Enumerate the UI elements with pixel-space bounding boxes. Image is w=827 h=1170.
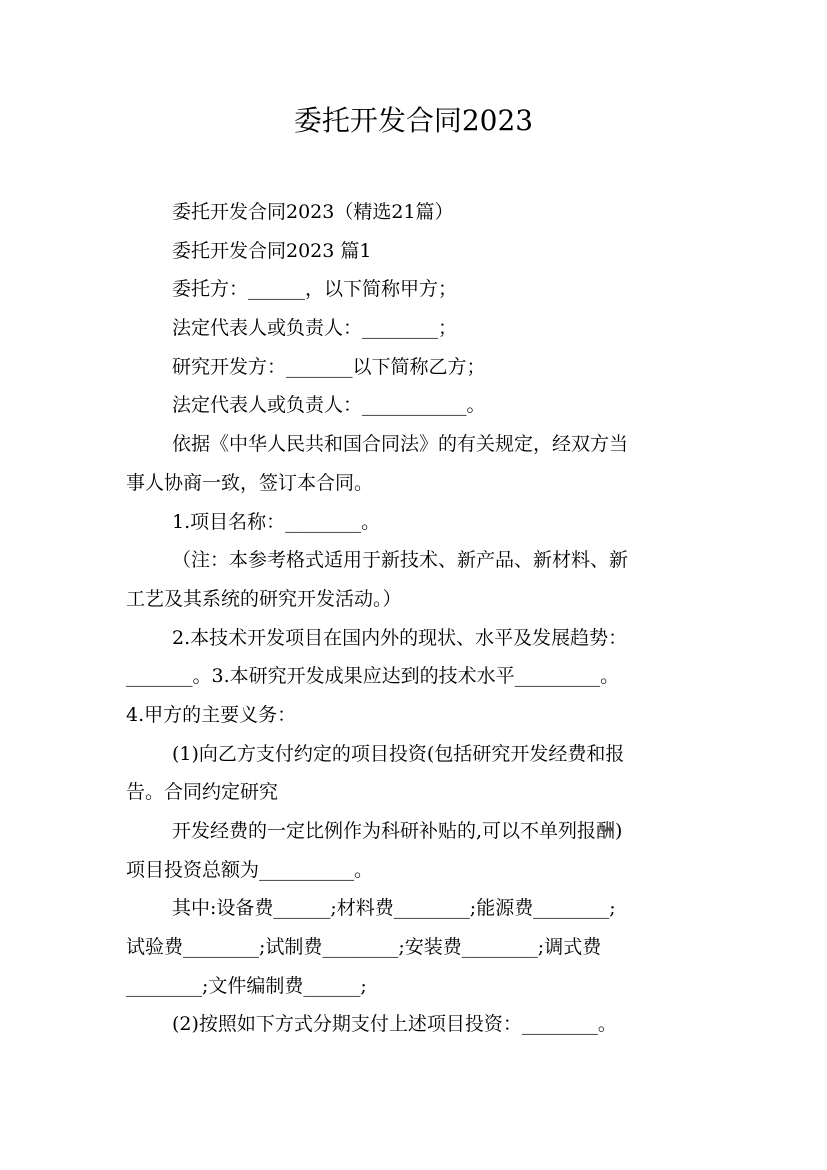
document-line: （注：本参考格式适用于新技术、新产品、新材料、新: [172, 549, 629, 572]
document-line: 2.本技术开发项目在国内外的现状、水平及发展趋势：: [172, 626, 628, 649]
document-line: 法定代表人或负责人：________；: [172, 317, 458, 340]
document-line: 项目投资总额为__________。: [126, 858, 374, 881]
document-line: 其中:设备费______;材料费________;能源费________;: [172, 897, 616, 920]
document-line: 试验费________;试制费________;安装费________;调式费: [126, 936, 602, 959]
document-line: 依据《中华人民共和国合同法》的有关规定，经双方当: [172, 433, 629, 456]
document-line: 研究开发方：_______以下简称乙方；: [172, 355, 486, 378]
document-line: ________;文件编制费______;: [126, 974, 367, 997]
document-body: [126, 193, 704, 1044]
document-line: (1)向乙方支付约定的项目投资(包括研究开发经费和报: [172, 742, 625, 765]
document-line: 1.项目名称：________。: [172, 510, 381, 533]
document-line: 告。合同约定研究: [126, 781, 279, 804]
document-line: 委托开发合同2023（精选21篇）: [172, 201, 454, 223]
document-line: 事人协商一致，签订本合同。: [126, 471, 374, 494]
document-line: (2)按照如下方式分期支付上述项目投资：________。: [172, 1013, 617, 1036]
document-line: 法定代表人或负责人：___________。: [172, 394, 486, 417]
document-line: 4.甲方的主要义务：: [126, 703, 297, 726]
document-line: 委托方：______，以下简称甲方；: [172, 278, 458, 301]
document-line: 工艺及其系统的研究开发活动。）: [126, 587, 402, 610]
document-title: 委托开发合同2023: [293, 104, 534, 137]
document-line: 开发经费的一定比例作为科研补贴的,可以不单列报酬): [172, 820, 623, 842]
document-line: 委托开发合同2023 篇1: [172, 239, 372, 262]
document-line: _______。3.本研究开发成果应达到的技术水平_________。: [126, 665, 620, 688]
